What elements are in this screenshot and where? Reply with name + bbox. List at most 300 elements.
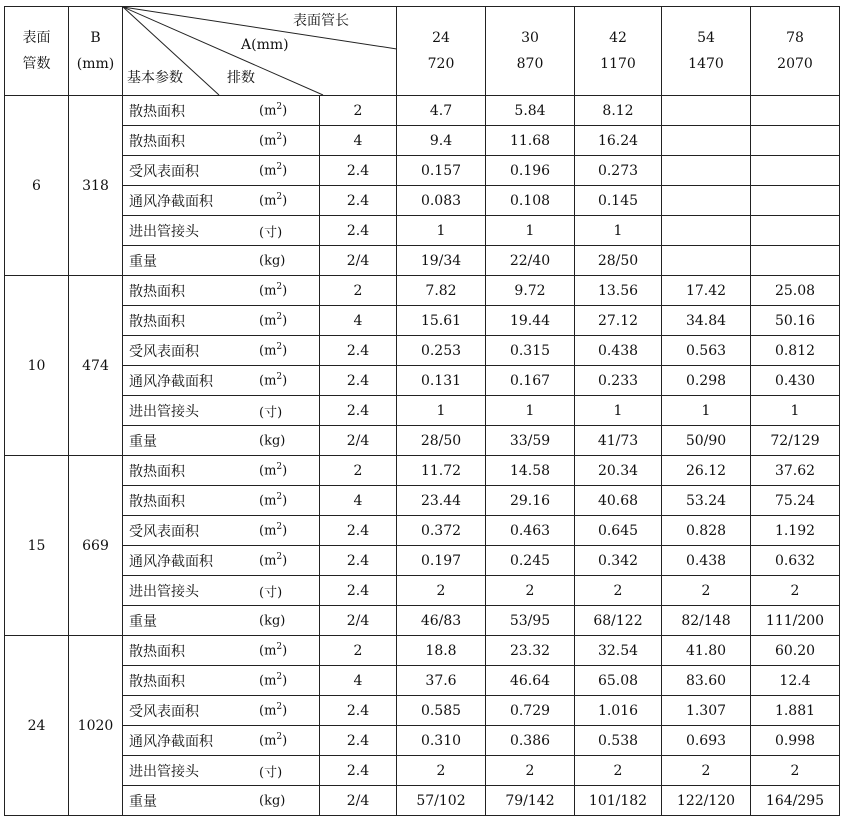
value-cell: 1 <box>575 396 662 426</box>
value-cell: 1 <box>751 396 840 426</box>
value-cell: 9.72 <box>486 276 575 306</box>
value-cell: 2 <box>397 756 486 786</box>
value-cell <box>662 216 751 246</box>
unit-superscript: 2 <box>276 281 283 292</box>
header-b <box>69 7 123 96</box>
header-length-col-5 <box>751 7 840 96</box>
value-cell: 17.42 <box>662 276 751 306</box>
value-cell: 72/129 <box>751 426 840 456</box>
tube-length-4: 54 <box>697 30 715 46</box>
param-cell <box>123 366 320 396</box>
value-cell <box>751 246 840 276</box>
value-cell: 19.44 <box>486 306 575 336</box>
param-name: 进出管接头 <box>129 583 199 600</box>
param-unit: $(m^2)$ <box>259 161 288 178</box>
value-cell: 0.998 <box>751 726 840 756</box>
param-name: 散热面积 <box>129 133 185 150</box>
value-cell: 0.538 <box>575 726 662 756</box>
param-cell <box>123 306 320 336</box>
table-row <box>5 786 840 816</box>
unit-base: kg <box>264 253 281 268</box>
value-cell <box>662 156 751 186</box>
param-cell <box>123 156 320 186</box>
a-value-5: 2070 <box>777 56 813 72</box>
value-cell: 28/50 <box>397 426 486 456</box>
unit-superscript: 2 <box>276 491 283 502</box>
unit-base: m <box>264 163 277 178</box>
value-cell: 8.12 <box>575 96 662 126</box>
value-cell: 5.84 <box>486 96 575 126</box>
unit-base: m <box>264 643 277 658</box>
unit-superscript: 2 <box>276 161 283 172</box>
value-cell: 1 <box>397 216 486 246</box>
param-name: 受风表面积 <box>129 163 199 180</box>
rows-value-cell: 2.4 <box>320 546 397 576</box>
param-name: 通风净截面积 <box>129 553 213 570</box>
value-cell: 65.08 <box>575 666 662 696</box>
rows-value-cell: 2 <box>320 456 397 486</box>
param-unit: $(m^2)$ <box>259 311 288 328</box>
param-cell <box>123 486 320 516</box>
rows-value-cell: 2 <box>320 636 397 666</box>
value-cell: 0.273 <box>575 156 662 186</box>
param-unit: $(m^2)$ <box>259 281 288 298</box>
value-cell: 0.372 <box>397 516 486 546</box>
value-cell: 1.192 <box>751 516 840 546</box>
rows-value-cell: 2.4 <box>320 156 397 186</box>
param-name: 散热面积 <box>129 493 185 510</box>
param-unit: $(m^2)$ <box>259 521 288 538</box>
rows-value-cell: 2.4 <box>320 396 397 426</box>
param-cell <box>123 546 320 576</box>
value-cell: 37.6 <box>397 666 486 696</box>
b-value-cell: 669 <box>69 456 123 636</box>
unit-base: m <box>264 343 277 358</box>
param-unit: $(m^2)$ <box>259 461 288 478</box>
value-cell <box>751 186 840 216</box>
param-unit: $(m^2)$ <box>259 341 288 358</box>
value-cell: 68/122 <box>575 606 662 636</box>
param-name: 通风净截面积 <box>129 373 213 390</box>
value-cell: 57/102 <box>397 786 486 816</box>
param-unit: $(m^2)$ <box>259 551 288 568</box>
value-cell: 0.342 <box>575 546 662 576</box>
b-value-cell: 1020 <box>69 636 123 816</box>
value-cell: 0.196 <box>486 156 575 186</box>
value-cell: 1.307 <box>662 696 751 726</box>
param-unit: (寸) <box>259 225 283 240</box>
param-unit: $(m^2)$ <box>259 671 288 688</box>
param-name: 散热面积 <box>129 463 185 480</box>
rows-value-cell: 2/4 <box>320 426 397 456</box>
param-unit: (kg) <box>259 613 286 628</box>
heater-spec-table <box>4 6 840 816</box>
b-value-cell: 474 <box>69 276 123 456</box>
param-unit: $(m^2)$ <box>259 131 288 148</box>
unit-base: 寸 <box>264 225 278 240</box>
spec-sheet <box>4 6 840 816</box>
rows-value-cell: 2/4 <box>320 606 397 636</box>
unit-base: m <box>264 493 277 508</box>
table-row <box>5 606 840 636</box>
unit-superscript: 2 <box>276 341 283 352</box>
value-cell <box>662 186 751 216</box>
value-cell: 11.72 <box>397 456 486 486</box>
value-cell: 0.131 <box>397 366 486 396</box>
rows-value-cell: 2/4 <box>320 786 397 816</box>
unit-superscript: 2 <box>276 131 283 142</box>
header-diagonal-corner <box>123 7 397 96</box>
param-cell <box>123 276 320 306</box>
value-cell: 13.56 <box>575 276 662 306</box>
value-cell: 0.463 <box>486 516 575 546</box>
unit-base: m <box>264 283 277 298</box>
param-unit: (kg) <box>259 433 286 448</box>
header-tube-count-line2: 管数 <box>22 56 51 72</box>
value-cell: 1 <box>575 216 662 246</box>
rows-value-cell: 2.4 <box>320 576 397 606</box>
a-value-3: 1170 <box>600 56 636 72</box>
unit-superscript: 2 <box>276 191 283 202</box>
value-cell: 0.386 <box>486 726 575 756</box>
value-cell: 2 <box>486 756 575 786</box>
tube-length-3: 42 <box>609 30 627 46</box>
value-cell: 0.310 <box>397 726 486 756</box>
value-cell: 75.24 <box>751 486 840 516</box>
value-cell: 2 <box>751 576 840 606</box>
param-cell <box>123 396 320 426</box>
table-row <box>5 336 840 366</box>
value-cell: 2 <box>751 756 840 786</box>
value-cell: 34.84 <box>662 306 751 336</box>
param-unit: (kg) <box>259 793 286 808</box>
corner-a-mm: A(mm) <box>241 37 289 53</box>
value-cell: 79/142 <box>486 786 575 816</box>
unit-superscript: 2 <box>276 701 283 712</box>
param-cell <box>123 756 320 786</box>
value-cell: 0.233 <box>575 366 662 396</box>
value-cell <box>751 216 840 246</box>
value-cell: 37.62 <box>751 456 840 486</box>
value-cell: 0.108 <box>486 186 575 216</box>
param-unit: (寸) <box>259 765 283 780</box>
param-name: 重量 <box>129 613 157 630</box>
value-cell: 0.812 <box>751 336 840 366</box>
param-name: 散热面积 <box>129 313 185 330</box>
unit-superscript: 2 <box>276 521 283 532</box>
param-name: 进出管接头 <box>129 763 199 780</box>
value-cell: 25.08 <box>751 276 840 306</box>
rows-value-cell: 2.4 <box>320 216 397 246</box>
tube-count-cell: 24 <box>5 636 69 816</box>
table-row <box>5 186 840 216</box>
value-cell: 12.4 <box>751 666 840 696</box>
value-cell: 0.438 <box>575 336 662 366</box>
value-cell: 41.80 <box>662 636 751 666</box>
value-cell: 9.4 <box>397 126 486 156</box>
table-row <box>5 96 840 126</box>
header-length-col-1 <box>397 7 486 96</box>
rows-value-cell: 2/4 <box>320 246 397 276</box>
unit-superscript: 2 <box>276 461 283 472</box>
unit-superscript: 2 <box>276 641 283 652</box>
value-cell <box>751 126 840 156</box>
unit-base: m <box>264 703 277 718</box>
value-cell: 0.693 <box>662 726 751 756</box>
value-cell: 0.245 <box>486 546 575 576</box>
value-cell: 2 <box>575 576 662 606</box>
table-row <box>5 276 840 306</box>
param-name: 散热面积 <box>129 283 185 300</box>
value-cell: 1 <box>662 396 751 426</box>
rows-value-cell: 2 <box>320 96 397 126</box>
rows-value-cell: 2.4 <box>320 516 397 546</box>
value-cell <box>751 156 840 186</box>
value-cell: 1.881 <box>751 696 840 726</box>
param-cell <box>123 456 320 486</box>
value-cell: 0.083 <box>397 186 486 216</box>
tube-count-cell: 10 <box>5 276 69 456</box>
value-cell: 53.24 <box>662 486 751 516</box>
corner-base-params: 基本参数 <box>127 70 183 86</box>
unit-base: kg <box>264 433 281 448</box>
value-cell <box>751 96 840 126</box>
unit-superscript: 2 <box>276 551 283 562</box>
rows-value-cell: 4 <box>320 666 397 696</box>
unit-base: kg <box>264 613 281 628</box>
param-cell <box>123 726 320 756</box>
rows-value-cell: 4 <box>320 306 397 336</box>
rows-value-cell: 2.4 <box>320 186 397 216</box>
value-cell: 122/120 <box>662 786 751 816</box>
param-cell <box>123 186 320 216</box>
unit-base: m <box>264 313 277 328</box>
value-cell: 2 <box>575 756 662 786</box>
value-cell: 0.828 <box>662 516 751 546</box>
value-cell: 40.68 <box>575 486 662 516</box>
value-cell: 50/90 <box>662 426 751 456</box>
unit-base: 寸 <box>264 765 278 780</box>
param-unit: (kg) <box>259 253 286 268</box>
value-cell: 27.12 <box>575 306 662 336</box>
param-cell <box>123 606 320 636</box>
table-row <box>5 636 840 666</box>
rows-value-cell: 2.4 <box>320 336 397 366</box>
table-row <box>5 126 840 156</box>
param-cell <box>123 126 320 156</box>
header-length-col-4 <box>662 7 751 96</box>
value-cell: 26.12 <box>662 456 751 486</box>
value-cell: 46.64 <box>486 666 575 696</box>
param-name: 散热面积 <box>129 103 185 120</box>
value-cell: 0.315 <box>486 336 575 366</box>
unit-base: m <box>264 733 277 748</box>
unit-superscript: 2 <box>276 371 283 382</box>
param-unit: (寸) <box>259 585 283 600</box>
param-name: 进出管接头 <box>129 223 199 240</box>
value-cell: 0.585 <box>397 696 486 726</box>
unit-superscript: 2 <box>276 101 283 112</box>
value-cell: 14.58 <box>486 456 575 486</box>
table-row <box>5 666 840 696</box>
value-cell: 29.16 <box>486 486 575 516</box>
param-unit: (寸) <box>259 405 283 420</box>
param-cell <box>123 786 320 816</box>
value-cell: 0.157 <box>397 156 486 186</box>
value-cell: 19/34 <box>397 246 486 276</box>
table-row <box>5 456 840 486</box>
tube-length-1: 24 <box>432 30 450 46</box>
value-cell: 0.197 <box>397 546 486 576</box>
value-cell: 1 <box>486 396 575 426</box>
tube-length-5: 78 <box>786 30 804 46</box>
param-name: 重量 <box>129 253 157 270</box>
value-cell: 0.563 <box>662 336 751 366</box>
rows-value-cell: 2.4 <box>320 366 397 396</box>
value-cell: 2 <box>397 576 486 606</box>
table-row <box>5 576 840 606</box>
param-cell <box>123 96 320 126</box>
value-cell: 0.298 <box>662 366 751 396</box>
value-cell: 46/83 <box>397 606 486 636</box>
table-row <box>5 696 840 726</box>
param-unit: $(m^2)$ <box>259 191 288 208</box>
table-row <box>5 546 840 576</box>
value-cell: 0.729 <box>486 696 575 726</box>
value-cell: 7.82 <box>397 276 486 306</box>
value-cell: 4.7 <box>397 96 486 126</box>
table-row <box>5 366 840 396</box>
unit-superscript: 2 <box>276 671 283 682</box>
value-cell: 111/200 <box>751 606 840 636</box>
unit-base: m <box>264 523 277 538</box>
table-row <box>5 306 840 336</box>
table-row <box>5 516 840 546</box>
param-name: 进出管接头 <box>129 403 199 420</box>
value-cell: 0.167 <box>486 366 575 396</box>
value-cell: 11.68 <box>486 126 575 156</box>
param-cell <box>123 576 320 606</box>
value-cell: 0.632 <box>751 546 840 576</box>
value-cell: 0.430 <box>751 366 840 396</box>
value-cell <box>662 126 751 156</box>
value-cell: 16.24 <box>575 126 662 156</box>
table-row <box>5 726 840 756</box>
param-cell <box>123 516 320 546</box>
param-unit: $(m^2)$ <box>259 731 288 748</box>
param-name: 通风净截面积 <box>129 733 213 750</box>
b-value-cell: 318 <box>69 96 123 276</box>
table-row <box>5 486 840 516</box>
param-name: 散热面积 <box>129 673 185 690</box>
tube-count-cell: 6 <box>5 96 69 276</box>
param-cell <box>123 246 320 276</box>
table-row <box>5 756 840 786</box>
unit-superscript: 2 <box>276 731 283 742</box>
header-tube-count <box>5 7 69 96</box>
unit-base: m <box>264 553 277 568</box>
header-b-line2: (mm) <box>76 56 115 72</box>
table-row <box>5 246 840 276</box>
unit-base: 寸 <box>264 405 278 420</box>
header-row <box>5 7 840 96</box>
value-cell: 0.438 <box>662 546 751 576</box>
header-length-col-3 <box>575 7 662 96</box>
param-unit: $(m^2)$ <box>259 491 288 508</box>
unit-base: m <box>264 133 277 148</box>
table-row <box>5 156 840 186</box>
rows-value-cell: 2 <box>320 276 397 306</box>
value-cell: 22/40 <box>486 246 575 276</box>
header-length-col-2 <box>486 7 575 96</box>
param-unit: $(m^2)$ <box>259 101 288 118</box>
corner-rows: 排数 <box>227 70 255 86</box>
value-cell: 53/95 <box>486 606 575 636</box>
tube-count-cell: 15 <box>5 456 69 636</box>
value-cell: 0.253 <box>397 336 486 366</box>
param-cell <box>123 666 320 696</box>
param-unit: $(m^2)$ <box>259 371 288 388</box>
value-cell: 0.645 <box>575 516 662 546</box>
value-cell: 2 <box>486 576 575 606</box>
param-unit: $(m^2)$ <box>259 641 288 658</box>
value-cell: 2 <box>662 576 751 606</box>
value-cell: 101/182 <box>575 786 662 816</box>
value-cell: 82/148 <box>662 606 751 636</box>
a-value-2: 870 <box>516 56 544 72</box>
header-tube-count-line1: 表面 <box>22 30 51 46</box>
param-name: 散热面积 <box>129 643 185 660</box>
param-name: 重量 <box>129 793 157 810</box>
value-cell: 2 <box>662 756 751 786</box>
table-row <box>5 396 840 426</box>
param-unit: $(m^2)$ <box>259 701 288 718</box>
corner-tube-length: 表面管长 <box>293 13 349 29</box>
table-row <box>5 426 840 456</box>
param-cell <box>123 426 320 456</box>
value-cell <box>662 246 751 276</box>
param-name: 受风表面积 <box>129 703 199 720</box>
rows-value-cell: 4 <box>320 126 397 156</box>
value-cell: 1.016 <box>575 696 662 726</box>
rows-value-cell: 2.4 <box>320 726 397 756</box>
param-cell <box>123 636 320 666</box>
value-cell: 0.145 <box>575 186 662 216</box>
a-value-1: 720 <box>427 56 455 72</box>
unit-base: m <box>264 673 277 688</box>
value-cell: 33/59 <box>486 426 575 456</box>
unit-base: 寸 <box>264 585 278 600</box>
param-name: 受风表面积 <box>129 523 199 540</box>
unit-base: m <box>264 463 277 478</box>
value-cell: 50.16 <box>751 306 840 336</box>
value-cell: 18.8 <box>397 636 486 666</box>
value-cell <box>662 96 751 126</box>
unit-superscript: 2 <box>276 311 283 322</box>
unit-base: m <box>264 373 277 388</box>
value-cell: 15.61 <box>397 306 486 336</box>
unit-base: m <box>264 103 277 118</box>
param-cell <box>123 696 320 726</box>
param-name: 受风表面积 <box>129 343 199 360</box>
value-cell: 60.20 <box>751 636 840 666</box>
unit-base: m <box>264 193 277 208</box>
value-cell: 164/295 <box>751 786 840 816</box>
value-cell: 41/73 <box>575 426 662 456</box>
value-cell: 28/50 <box>575 246 662 276</box>
param-cell <box>123 216 320 246</box>
tube-length-2: 30 <box>521 30 539 46</box>
